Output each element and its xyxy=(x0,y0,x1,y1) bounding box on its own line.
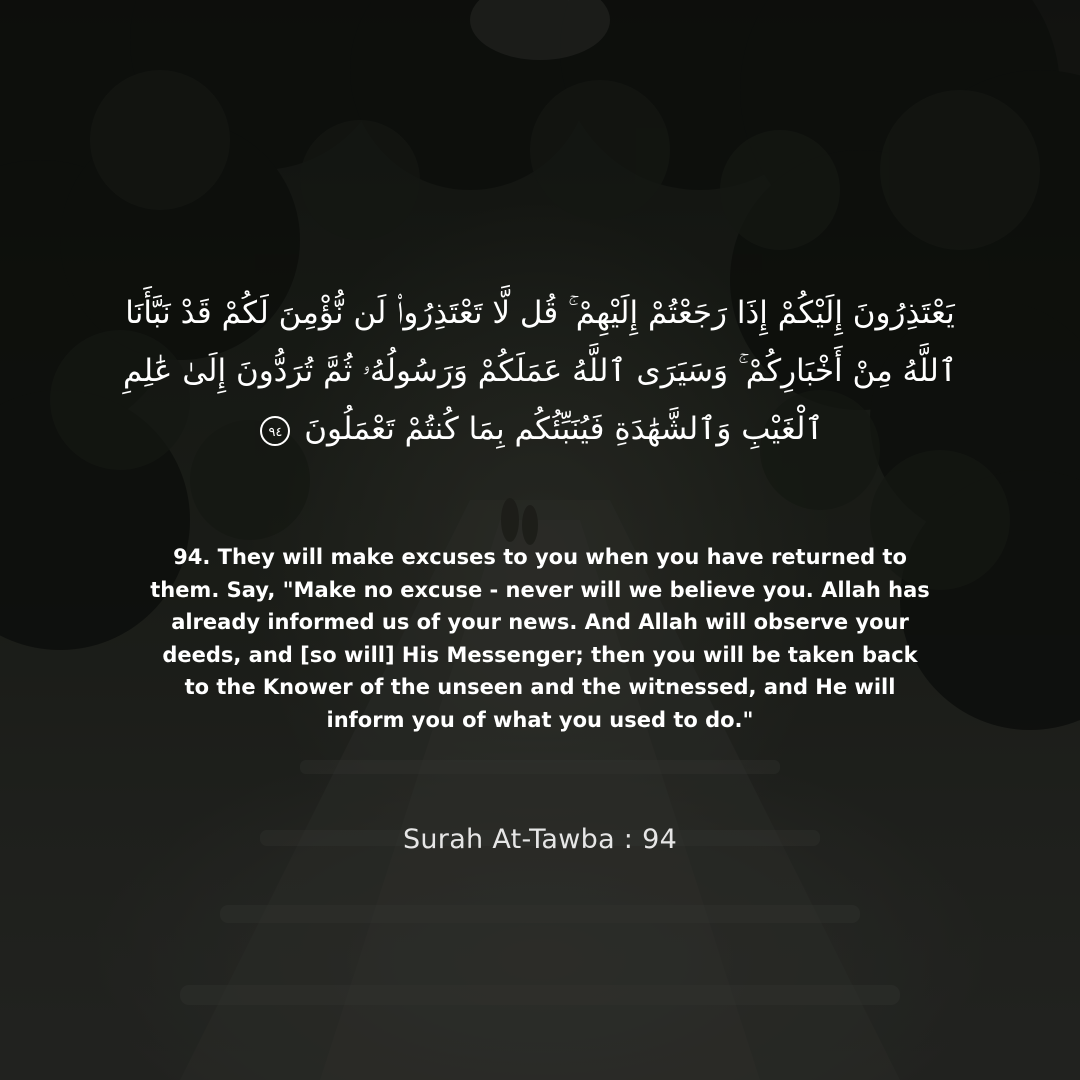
ayah-number-marker: ٩٤ xyxy=(260,416,290,446)
verse-translation: 94. They will make excuses to you when you have returned to them. Say, "Make no excuse - never will we believe you. Allah has already informed us of your news. And Allah will observe your deeds, and [so will] His Messenger; then you will be taken back to the Knower of the unseen and the witnessed, and He will inform you of what you used to do." xyxy=(150,545,930,732)
surah-reference: Surah At-Tawba : 94 xyxy=(402,824,678,855)
arabic-verse xyxy=(110,284,970,458)
arabic-verse-text: يَعْتَذِرُونَ إِلَيْكُمْ إِذَا رَجَعْتُمْ إِلَيْهِمْ ۚ قُل لَّا تَعْتَذِرُوا۟ لَن نُّؤْمِنَ لَكُمْ قَدْ نَبَّأَنَا ٱللَّهُ مِنْ أَخْبَارِكُمْ ۚ وَسَيَرَى ٱللَّهُ عَمَلَكُمْ وَرَسُولُهُۥ ثُمَّ تُرَدُّونَ إِلَىٰ عَٰلِمِ ٱلْغَيْبِ وَٱلشَّهَٰدَةِ فَيُنَبِّئُكُم بِمَا كُنتُمْ تَعْمَلُونَ xyxy=(122,295,958,447)
